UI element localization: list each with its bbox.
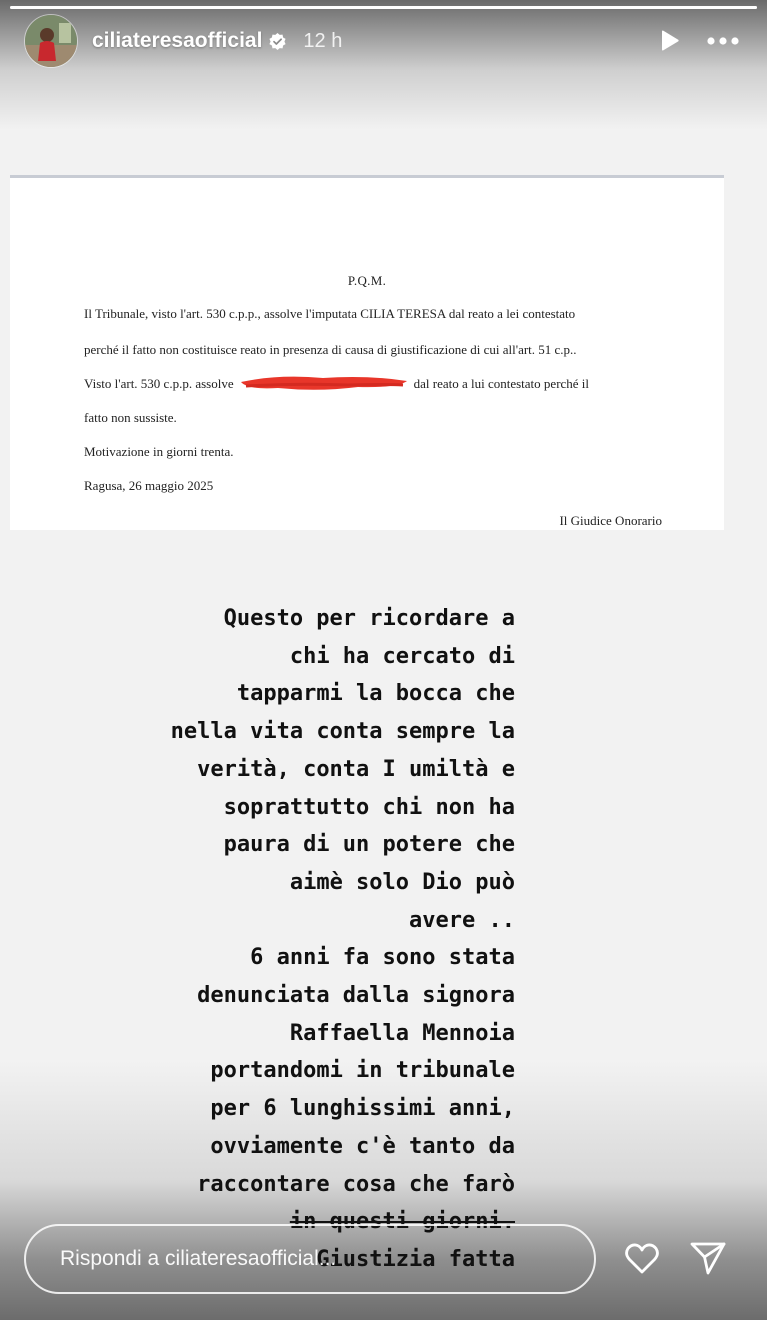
story-caption: [150, 600, 515, 1279]
document-line-3-start: Visto l'art. 530 c.p.p. assolve: [84, 376, 234, 391]
document-line-1: Il Tribunale, visto l'art. 530 c.p.p., assolve l'imputata CILIA TERESA dal reato a lei contestato: [84, 306, 576, 321]
caption-line: raccontare cosa che farò: [197, 1171, 515, 1197]
caption-line: chi ha cercato di: [289, 643, 515, 669]
play-button[interactable]: [649, 21, 689, 61]
like-button[interactable]: [622, 1238, 662, 1278]
avatar-image: [25, 15, 77, 67]
caption-line: aimè solo Dio può: [289, 869, 515, 895]
document-line-3: [84, 376, 664, 394]
caption-line: per 6 lunghissimi anni,: [210, 1096, 515, 1122]
caption-line: paura di un potere che: [223, 832, 515, 858]
caption-line: soprattutto chi non ha: [223, 794, 515, 820]
document-line-5: Motivazione in giorni trenta.: [84, 444, 234, 459]
caption-line: denunciata dalla signora: [197, 983, 515, 1009]
username[interactable]: ciliateresaofficial: [92, 29, 263, 52]
document-line-3-end: dal reato a lui contestato perché il: [413, 376, 590, 391]
reply-input[interactable]: Rispondi a ciliateresaofficial...: [24, 1224, 596, 1294]
caption-line: Giustizia fatta: [316, 1246, 515, 1272]
caption-line: Raffaella Mennoia: [289, 1020, 515, 1046]
story-progress-fill: [10, 6, 757, 9]
caption-line: verità, conta I umiltà e: [197, 756, 515, 782]
caption-line: Questo per ricordare a: [223, 606, 515, 631]
caption-line: ovviamente c'è tanto da: [210, 1133, 515, 1159]
send-button[interactable]: [688, 1238, 728, 1278]
document-line-4: fatto non sussiste.: [84, 410, 177, 425]
caption-line: tapparmi la bocca che: [236, 681, 515, 707]
heart-icon: [622, 1238, 662, 1278]
send-icon: [688, 1238, 728, 1278]
caption-line: portandomi in tribunale: [210, 1058, 515, 1084]
more-dots-icon: [706, 36, 740, 46]
redaction-mark: [238, 376, 410, 394]
story-progress-bar: [10, 6, 757, 9]
caption-line: in questi giorni.: [289, 1209, 515, 1235]
more-options-button[interactable]: [703, 21, 743, 61]
caption-line: avere ..: [409, 907, 515, 933]
play-icon: [656, 28, 682, 54]
story-header: [24, 14, 743, 68]
avatar[interactable]: [24, 14, 78, 68]
court-document-image: [10, 175, 724, 530]
document-line-2: perché il fatto non costituisce reato in presenza di causa di giustificazione di cui all'art. 51 c.p..: [84, 342, 577, 357]
document-heading: P.Q.M.: [347, 273, 387, 288]
document-line-6: Ragusa, 26 maggio 2025: [84, 478, 214, 493]
verified-badge-icon: [268, 32, 287, 51]
story-timestamp: 12 h: [303, 29, 343, 52]
caption-line: nella vita conta sempre la: [170, 719, 515, 745]
caption-line: 6 anni fa sono stata: [250, 945, 515, 971]
document-signature: Il Giudice Onorario: [559, 513, 662, 528]
